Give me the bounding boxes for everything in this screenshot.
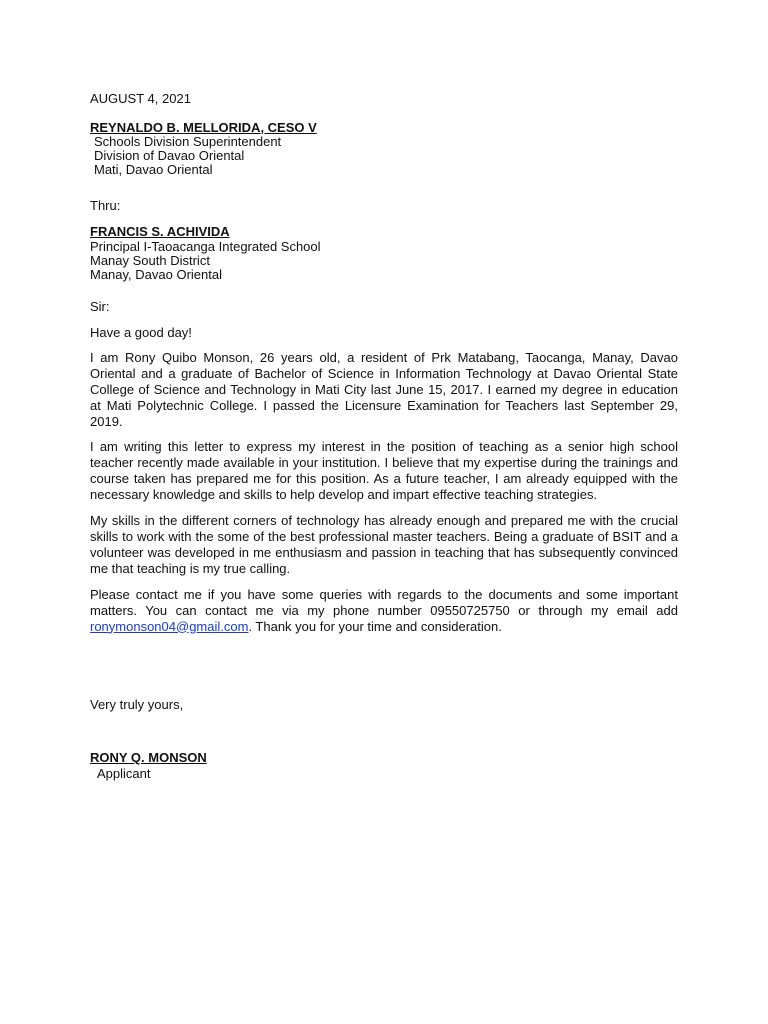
recipient-address: Mati, Davao Oriental: [94, 161, 213, 177]
recipient-title: Schools Division Superintendent: [94, 134, 282, 150]
salutation: Sir:: [90, 298, 110, 314]
signature-block: [90, 750, 678, 781]
recipient-name: REYNALDO B. MELLORIDA, CESO V: [90, 119, 317, 135]
recipient-office: Division of Davao Oriental: [94, 147, 245, 163]
email-link[interactable]: ronymonson04@gmail.com: [90, 618, 249, 634]
body-paragraph-1: I am Rony Quibo Monson, 26 years old, a resident of Prk Matabang, Taocanga, Manay, Davao Oriental and a graduate of Bachelor of Science in Information Technology at Davao Oriental State College of Science and Technology in Mati City last June 15, 2017. I earned my degree in education at Mati Polytechnic College. I passed the Licensure Examination for Teachers last September 29, 2019.: [90, 349, 678, 429]
thru-name: FRANCIS S. ACHIVIDA: [90, 224, 230, 240]
thru-label: Thru:: [90, 197, 121, 213]
contact-text: Please contact me if you have some queries with regards to the documents and some important matters. You can contact me via my phone number 09550725750 or through my email add: [90, 586, 678, 618]
thru-district: Manay South District: [90, 252, 210, 268]
contact-closing-text: . Thank you for your time and consideration.: [248, 618, 502, 634]
thru-block: [90, 224, 678, 282]
greeting: Have a good day!: [90, 325, 192, 341]
complimentary-close: Very truly yours,: [90, 697, 184, 713]
signatory-role: Applicant: [97, 765, 151, 781]
body-paragraph-2: I am writing this letter to express my interest in the position of teaching as a senior high school teacher recently made available in your institution. I believe that my expertise during the trainings and course taken has prepared me for this position. As a future teacher, I am already equipped with the necessary knowledge and skills to help develop and impart effective teaching strategies.: [90, 439, 678, 503]
signatory-name: RONY Q. MONSON: [90, 750, 207, 766]
contact-paragraph: [90, 587, 678, 635]
letter-date: AUGUST 4, 2021: [90, 91, 191, 106]
thru-title: Principal I-Taoacanga Integrated School: [90, 238, 321, 254]
thru-address: Manay, Davao Oriental: [90, 266, 222, 282]
body-paragraph-3: My skills in the different corners of technology has already enough and prepared me with the crucial skills to work with the some of the best professional master teachers. Being a graduate of BSIT and a volunteer was developed in me enthusiasm and passion in teaching that has subsequently convinced me that teaching is my true calling.: [90, 513, 678, 576]
recipient-block: [90, 120, 678, 177]
